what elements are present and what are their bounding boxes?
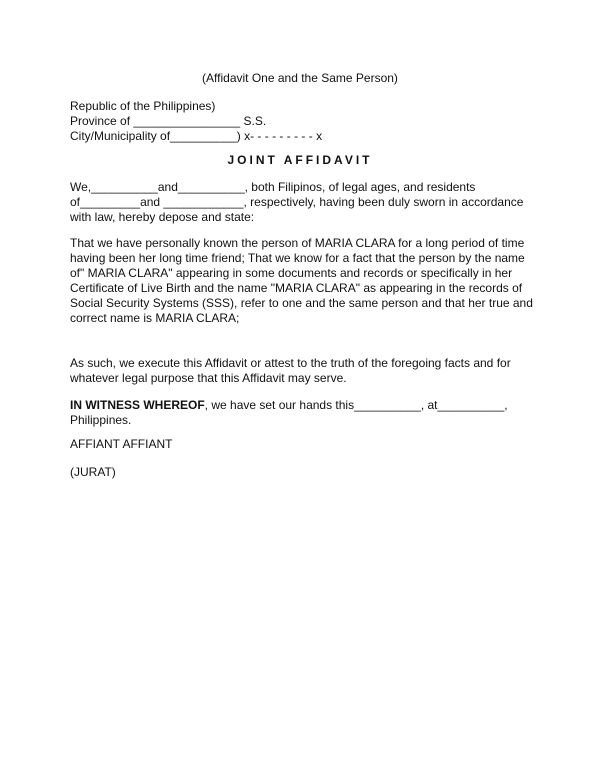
witness-line: Philippines. — [70, 413, 132, 427]
statement-line: Certificate of Live Birth and the name "MARIA CLARA" as appearing in the records of — [70, 281, 523, 295]
statement-line: That we have personally known the person of MARIA CLARA for a long period of time — [70, 236, 525, 250]
purpose-paragraph — [70, 356, 540, 386]
purpose-line: whatever legal purpose that this Affidavit may serve. — [70, 371, 347, 385]
jurat-label: (JURAT) — [70, 465, 116, 479]
intro-line: of_________and ____________, respectively, having been duly sworn in accordance — [70, 195, 524, 209]
purpose-line: As such, we execute this Affidavit or attest to the truth of the foregoing facts and for — [70, 356, 511, 370]
intro-line: with law, hereby depose and state: — [70, 210, 255, 224]
venue-city: City/Municipality of__________) x- - - - - - - - - x — [70, 129, 323, 143]
statement-paragraph — [70, 236, 540, 326]
venue-country: Republic of the Philippines) — [70, 99, 216, 113]
document-title: JOINT AFFIDAVIT — [227, 153, 373, 167]
statement-line: having been her long time friend; That we know for a fact that the person by the name — [70, 251, 525, 265]
witness-text: , we have set our hands this__________, at__________, — [204, 398, 508, 412]
statement-line: correct name is MARIA CLARA; — [70, 311, 240, 325]
affiant-signatures: AFFIANT AFFIANT — [70, 437, 173, 451]
witness-paragraph — [70, 398, 540, 428]
intro-line: We,__________and__________, both Filipinos, of legal ages, and residents — [70, 180, 476, 194]
statement-line: of" MARIA CLARA" appearing in some documents and records or specifically in her — [70, 266, 513, 280]
venue-block — [70, 99, 322, 144]
venue-province: Province of ________________ S.S. — [70, 114, 267, 128]
witness-line — [70, 398, 540, 413]
document-subtitle: (Affidavit One and the Same Person) — [202, 71, 398, 85]
intro-paragraph — [70, 180, 540, 225]
statement-line: Social Security Systems (SSS), refer to one and the same person and that her true and — [70, 296, 533, 310]
witness-lead: IN WITNESS WHEREOF — [70, 398, 205, 412]
